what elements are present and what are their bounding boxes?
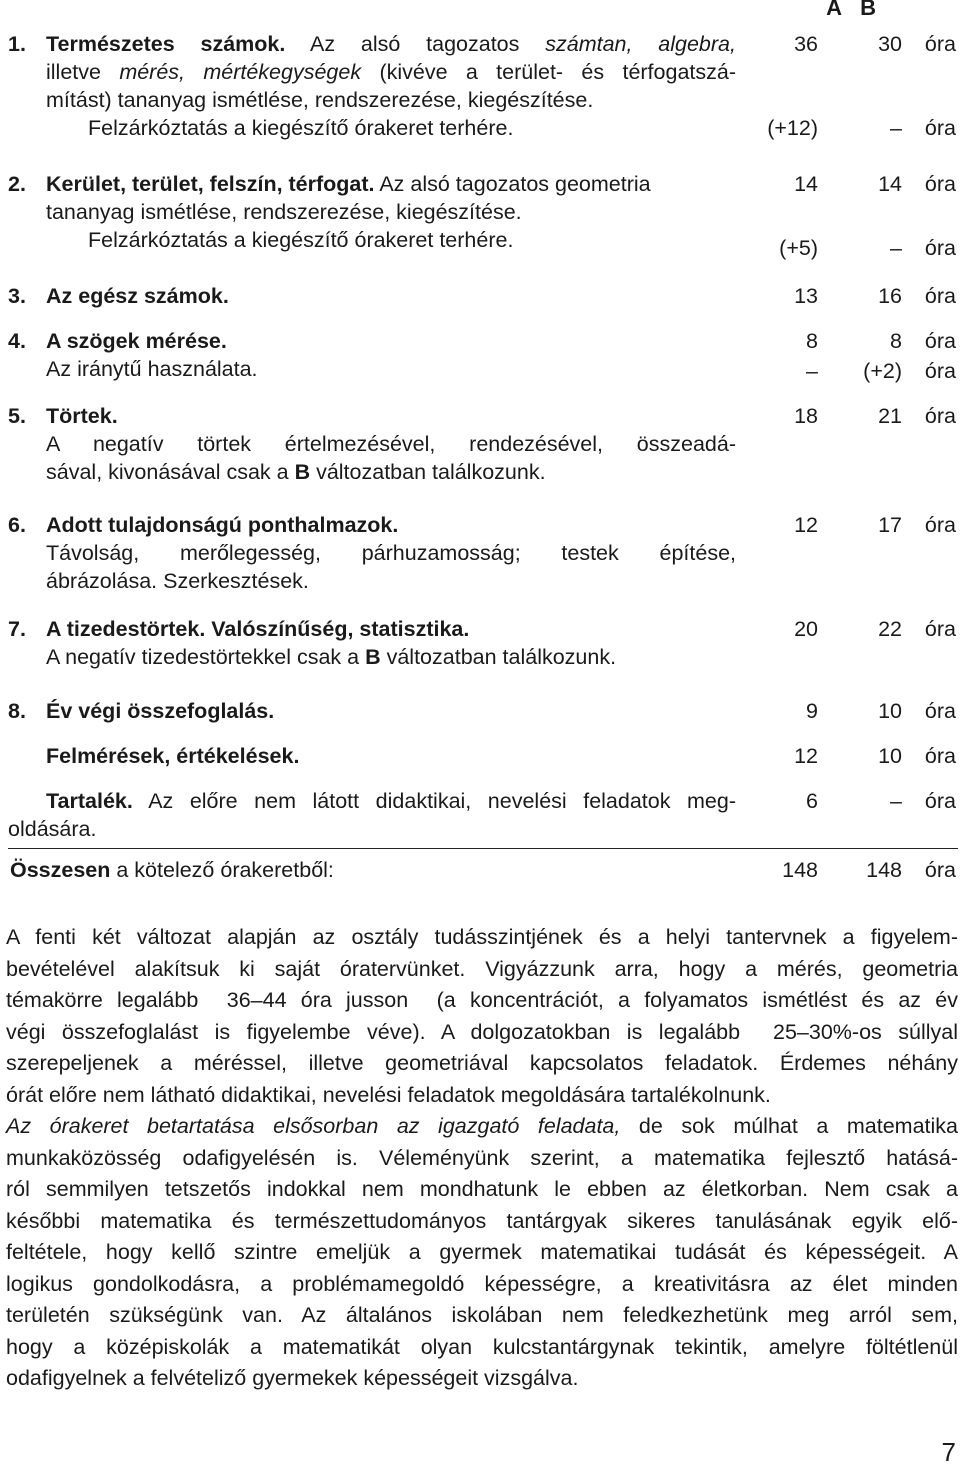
paragraph-line: munkaközösség odafigyelésén is. Véleményünk szerint, a matematika fejlesztő hatásá- bbox=[6, 1145, 958, 1170]
total-value-a: 148 bbox=[782, 858, 818, 882]
value-b: 17 bbox=[878, 513, 902, 537]
value-b: 21 bbox=[878, 404, 902, 428]
value-a: (+12) bbox=[767, 116, 818, 140]
value-b: 8 bbox=[890, 329, 902, 353]
row-number: 8. bbox=[8, 699, 26, 723]
row-text: Az előre nem látott didaktikai, nevelési feladatok meg- bbox=[148, 789, 736, 813]
row-text-italic: számtan, algebra, bbox=[545, 32, 736, 56]
unit: óra bbox=[924, 284, 956, 308]
paragraph-line: feltétele, hogy kellő szintre emeljük a gyermek matematikai tudását és képességeit. A bbox=[6, 1240, 958, 1264]
row-description bbox=[46, 697, 736, 725]
row-text: változatban találkozunk. bbox=[310, 460, 546, 484]
paragraph-line: témakörre legalább 36–44 óra jusson (a koncentrációt, a folyamatos ismétlést és az év bbox=[6, 988, 958, 1012]
row-description bbox=[46, 327, 736, 383]
row-text: tananyag ismétlése, rendszerezése, kiegészítése. bbox=[46, 200, 522, 224]
row-subtext: Az iránytű használata. bbox=[46, 357, 258, 381]
total-text: a kötelező órakeretből: bbox=[110, 858, 334, 882]
row-number: 5. bbox=[8, 404, 26, 428]
row-subtext: Felzárkóztatás a kiegészítő órakeret terhére. bbox=[88, 116, 514, 140]
row-description bbox=[8, 787, 736, 843]
unit: óra bbox=[924, 404, 956, 428]
page-number: 7 bbox=[941, 1437, 956, 1467]
row-text: változatban találkozunk. bbox=[380, 645, 617, 669]
row-number: 4. bbox=[8, 329, 26, 353]
row-description bbox=[46, 170, 736, 254]
row-number: 7. bbox=[8, 617, 26, 641]
row-text: Az alsó tagozatos geometria bbox=[379, 172, 651, 196]
row-text-italic: mérés, mértékegységek bbox=[119, 60, 362, 84]
row-description bbox=[46, 742, 736, 770]
row-number: 6. bbox=[8, 513, 26, 537]
paragraph-line: hogy a középiskolák a matematikát olyan kulcstantárgynak tekintik, amelyre föltétlenül bbox=[6, 1334, 958, 1359]
paragraph-line: szerepeljenek a méréssel, illetve geometriával kapcsolatos feladatok. Érdemes néhány bbox=[6, 1051, 958, 1075]
row-title: Az egész számok. bbox=[46, 284, 229, 308]
row-text: ábrázolása. Szerkesztések. bbox=[46, 569, 309, 593]
row-description bbox=[46, 615, 736, 671]
variant-b-label: B bbox=[365, 645, 381, 669]
unit: óra bbox=[924, 744, 956, 768]
row-title: Felmérések, értékelések. bbox=[46, 744, 300, 768]
unit: óra bbox=[924, 329, 956, 353]
row-text: illetve bbox=[46, 60, 101, 84]
value-b: 14 bbox=[878, 172, 902, 196]
value-a: 9 bbox=[806, 699, 818, 723]
value-b: – bbox=[890, 236, 902, 260]
row-description bbox=[10, 856, 700, 884]
row-text: Távolság, merőlegesség, párhuzamosság; testek építése, bbox=[46, 541, 736, 565]
paragraph-1 bbox=[6, 922, 958, 1111]
row-subtext: Felzárkóztatás a kiegészítő órakeret terhére. bbox=[88, 228, 514, 252]
unit: óra bbox=[924, 789, 956, 813]
row-text: A negatív tizedestörtekkel csak a bbox=[46, 645, 366, 669]
paragraph-line: logikus gondolkodásra, a problémamegoldó képességre, a kreativitásra az élet minden bbox=[6, 1271, 958, 1296]
unit: óra bbox=[924, 32, 956, 56]
value-a: 12 bbox=[794, 513, 818, 537]
value-b: – bbox=[890, 116, 902, 140]
row-title: A szögek mérése. bbox=[46, 329, 227, 353]
paragraph-2 bbox=[6, 1111, 958, 1395]
row-text: oldására. bbox=[8, 817, 97, 841]
value-b: 30 bbox=[878, 32, 902, 56]
value-b: (+2) bbox=[863, 359, 902, 383]
unit: óra bbox=[924, 172, 956, 196]
value-b: 10 bbox=[878, 699, 902, 723]
value-a: 6 bbox=[806, 789, 818, 813]
unit: óra bbox=[924, 858, 956, 882]
row-title: Természetes számok. bbox=[46, 32, 286, 56]
unit: óra bbox=[924, 617, 956, 641]
row-text: Az alsó tagozatos bbox=[309, 32, 520, 56]
row-text: (kivéve a terület- és térfogatszá- bbox=[379, 60, 736, 84]
row-description bbox=[46, 511, 736, 595]
row-number: 1. bbox=[8, 32, 26, 56]
unit: óra bbox=[924, 236, 956, 260]
row-text: mítást) tananyag ismétlése, rendszerezése, kiegészítése. bbox=[46, 88, 594, 112]
value-b: – bbox=[890, 789, 902, 813]
column-header-a: A bbox=[826, 0, 842, 20]
row-number: 2. bbox=[8, 172, 26, 196]
total-divider bbox=[8, 848, 958, 849]
paragraph-text: de sok múlhat a matematika bbox=[620, 1114, 958, 1138]
value-a: 20 bbox=[794, 617, 818, 641]
paragraph-line: bevételével alakítsuk ki saját óratervünket. Vigyázzunk arra, hogy a mérés, geometria bbox=[6, 956, 958, 981]
row-title: Törtek. bbox=[46, 404, 118, 428]
row-text: A negatív törtek értelmezésével, rendezésével, összeadá- bbox=[46, 432, 736, 456]
paragraph-line: ról semmilyen tetszetős indokkal nem mondhatunk le ebben az életkorban. Nem csak a bbox=[6, 1177, 958, 1201]
column-header-b: B bbox=[860, 0, 876, 20]
value-a: 14 bbox=[794, 172, 818, 196]
value-a: 36 bbox=[794, 32, 818, 56]
value-b: 22 bbox=[878, 617, 902, 641]
paragraph-italic: Az órakeret betartatása elsősorban az igazgató feladata, bbox=[6, 1114, 621, 1138]
variant-b-label: B bbox=[294, 460, 311, 484]
total-title: Összesen bbox=[10, 858, 111, 882]
row-title: A tizedestörtek. Valószínűség, statisztika. bbox=[46, 617, 470, 641]
paragraph-line: területén szükségünk van. Az általános iskolában nem feledkezhetünk meg arról sem, bbox=[6, 1303, 958, 1327]
value-a: – bbox=[806, 359, 818, 383]
value-a: 18 bbox=[794, 404, 818, 428]
paragraph-line: A fenti két változat alapján az osztály tudásszintjének és a helyi tantervnek a figyelem- bbox=[6, 925, 958, 949]
value-a: (+5) bbox=[779, 236, 818, 260]
value-b: 10 bbox=[878, 744, 902, 768]
value-a: 12 bbox=[794, 744, 818, 768]
row-title: Tartalék. bbox=[46, 789, 133, 813]
value-b: 16 bbox=[878, 284, 902, 308]
paragraph-line: órát előre nem látható didaktikai, nevelési feladatok megoldására tartalékolnunk. bbox=[6, 1082, 771, 1107]
row-description bbox=[46, 30, 736, 142]
value-a: 8 bbox=[806, 329, 818, 353]
unit: óra bbox=[924, 359, 956, 383]
total-value-b: 148 bbox=[866, 858, 902, 882]
row-number: 3. bbox=[8, 284, 26, 308]
unit: óra bbox=[924, 699, 956, 723]
row-title: Kerület, terület, felszín, térfogat. bbox=[46, 172, 375, 196]
row-title: Év végi összefoglalás. bbox=[46, 699, 275, 723]
row-description bbox=[46, 282, 736, 310]
row-description bbox=[46, 402, 736, 486]
row-text: sával, kivonásával csak a bbox=[46, 460, 295, 484]
unit: óra bbox=[924, 513, 956, 537]
value-a: 13 bbox=[794, 284, 818, 308]
paragraph-line: későbbi matematika és természettudományos tantárgyak sikeres tanulásának egyik elő- bbox=[6, 1208, 958, 1233]
paragraph-line: odafigyelnek a felvételiző gyermekek képességeit vizsgálva. bbox=[6, 1366, 579, 1390]
paragraph-line: végi összefoglalást is figyelembe véve). A dolgozatokban is legalább 25–30%-os súllyal bbox=[6, 1019, 958, 1044]
row-title: Adott tulajdonságú ponthalmazok. bbox=[46, 513, 399, 537]
unit: óra bbox=[924, 116, 956, 140]
